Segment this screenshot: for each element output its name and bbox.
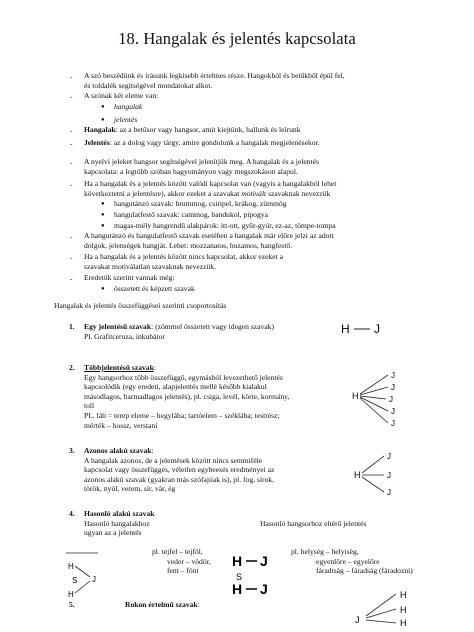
sublist-item: hangutánzó szavak: brummog, csiripel, krákog, zümmög: [114, 199, 287, 208]
diagram-polysemy: [350, 365, 410, 433]
element-hangalak: hangalak: [114, 102, 143, 111]
paragraph: [84, 231, 414, 250]
section-line: A hangalak azonos, de a jelentések között nincs semmiféle: [84, 455, 263, 465]
intro-line: és toldalék segítségével mondatokat alkot.: [84, 80, 213, 90]
paragraph-line: szavaknak nevezzük: [266, 188, 331, 198]
section-line: ugyan az a jelentés: [84, 528, 142, 538]
section-note: : (zömmel összetett vagy idegen szavak): [151, 322, 275, 331]
diagram-link: [362, 477, 384, 492]
diagram-j-label: J: [387, 471, 391, 480]
section-title: Rokon értelmű szavak: [125, 600, 198, 609]
paragraph: [84, 157, 414, 176]
dash-bullet: -: [70, 72, 73, 81]
section-line: azonos alakú szavak (gyakran más szófajúak is), pl. fog, sírok,: [84, 474, 274, 484]
diagram-j-label: J: [92, 575, 96, 584]
element-jelentes: jelentés: [114, 115, 138, 124]
paragraph-line: Eredetük szerint vannak még:: [84, 273, 175, 282]
page-title: 18. Hangalak és jelentés kapcsolata: [118, 29, 356, 48]
sublist-item: hangulatfestő szavak: cammog, bandukol, pipogya: [114, 210, 268, 219]
intro-paragraph: [84, 71, 414, 90]
diagram-j-label: J: [387, 452, 391, 461]
paragraph: [84, 179, 414, 198]
italic-term: motivált: [241, 188, 267, 198]
dot-bullet: ●: [101, 201, 105, 207]
diagram-j-label: J: [391, 407, 395, 416]
dash-bullet: -: [70, 92, 73, 101]
diagram-h-label: H: [68, 590, 74, 599]
section-example: Pl. Grafitceruza, inkubátor: [84, 331, 165, 341]
section-title: Hasonló alakú szavak: [84, 509, 155, 518]
paragraph-line: kapcsolata: a legtöbb szóban hagyományon vagy megszokáson alapul.: [84, 166, 298, 176]
diagram-j-label: J: [355, 615, 360, 625]
paragraph: [84, 252, 414, 271]
diagram-j-label: J: [260, 581, 268, 597]
diagram-similar-left: [62, 547, 110, 603]
dash-bullet: -: [70, 139, 73, 148]
definition-jelentes: [84, 138, 414, 148]
examples-similar-different-meaning: [291, 547, 441, 576]
section-title: Egy jelentésű szavak: [84, 322, 152, 331]
diagram-j-label: J: [374, 322, 380, 336]
dot-bullet: ●: [101, 104, 105, 110]
diagram-similar-center: [230, 550, 278, 600]
section-line: kapcsolat vagy összefüggés, véletlen egybeesés eredményei az: [84, 465, 275, 475]
section-number: 5.: [69, 600, 75, 609]
diagram-h-label: H: [352, 391, 359, 401]
diagram-link: [366, 609, 396, 618]
section-3: [84, 446, 334, 494]
section-line: mérték – hossz, verstani: [84, 420, 158, 430]
diagram-s-label: S: [236, 572, 243, 582]
paragraph-line: következtetni a jelentésre), akkor ezeket a szavakat: [84, 188, 242, 198]
section-line: PL. láb = terep eleme – hegylába; tartóelem – széklába; testrész;: [84, 410, 280, 420]
diagram-h-label: H: [400, 605, 407, 615]
diagram-h-label: H: [232, 581, 243, 597]
paragraph-line: Ha a hangalak és a jelentés között nincs kapcsolat, akkor ezeket a: [84, 252, 284, 261]
sublist-item: összetett és képzett szavak: [114, 284, 195, 293]
definition-hangalak: [84, 125, 414, 135]
example-line: fáradtság – fáradság (fáradozni): [316, 566, 413, 576]
diagram-link: [366, 620, 396, 623]
section-note: :: [151, 446, 154, 455]
section-line: toll: [84, 401, 95, 411]
diagram-homonymy: [352, 448, 402, 500]
section-number: 4.: [69, 509, 75, 518]
example-line: veder – vödör,: [167, 556, 211, 566]
definition-text: : az a betűsor vagy hangsor, amit kiejtünk, hallunk és leírunk: [115, 125, 301, 134]
definition-term: Jelentés: [84, 138, 110, 147]
dot-bullet: ●: [101, 286, 105, 292]
paragraph-line: dolgok, jelenségek hangját. Lehet: mozzanatos, huzamos, hangfestő.: [84, 240, 293, 250]
section-title: Azonos alakú szavak: [84, 446, 152, 455]
diagram-link: [366, 594, 396, 616]
diagram-synonymy: [352, 588, 410, 628]
dot-bullet: ●: [101, 212, 105, 218]
paragraph-line: A nyelvi jeleket hangsor segítségével jelenítjük meg. A hangalak és a jelentés: [84, 157, 319, 166]
paragraph-line: szavakat motiválatlan szavaknak nevezzük.: [84, 261, 216, 271]
section-5: [125, 600, 200, 610]
dash-bullet: -: [70, 158, 73, 167]
diagram-j-label: J: [389, 395, 393, 404]
examples-similar-same-meaning: [152, 547, 242, 576]
dot-bullet: ●: [101, 117, 105, 123]
example-line: egyenlőre – egyelőre: [316, 556, 380, 566]
diagram-link: [360, 398, 388, 423]
diagram-h-label: H: [68, 562, 74, 571]
example-line: pl. helység – helyiség,: [291, 547, 359, 556]
paragraph-line: Ha a hangalak és a jelentés között valódi kapcsolat van (vagyis a hangalakból lehet: [84, 179, 337, 188]
diagram-j-label: J: [391, 383, 395, 392]
dot-bullet: ●: [101, 223, 105, 229]
section-number: 3.: [69, 446, 75, 455]
section-line: török, nyúl, verem, sír, vár, ég: [84, 484, 176, 494]
section-line: Hasonló hangsorhoz eltérő jelentés: [260, 519, 367, 528]
sublist-item: magas-mély hangrendű alakpárok: itt-ott, gyűr-gyúr, ez-az, tömpe-tompa: [114, 221, 336, 230]
diagram-s-label: S: [72, 576, 78, 585]
section-line: Hasonló hangalakhoz: [84, 518, 150, 528]
groups-heading: Hangalak és jelentés összefüggései szerinti csoportosítás: [54, 301, 227, 310]
diagram-h-label: H: [354, 470, 361, 480]
section-title: Többjelentésű szavak: [84, 363, 154, 372]
section-1: [84, 322, 344, 341]
diagram-h-label: H: [400, 618, 407, 628]
dash-bullet: -: [70, 180, 73, 189]
section-line: Egy hangsorhoz több összefüggő, egymásból levezethető jelentés: [84, 372, 283, 382]
diagram-j-label: J: [391, 419, 395, 428]
diagram-j-label: J: [391, 371, 395, 380]
diagram-h-label: H: [232, 553, 243, 569]
section-number: 1.: [69, 322, 75, 331]
dash-bullet: -: [70, 274, 73, 283]
diagram-j-label: J: [387, 488, 391, 497]
intro-line: A szónak két eleme van:: [84, 91, 159, 100]
dash-bullet: -: [70, 253, 73, 262]
paragraph-line: A hangutánzó és hangulatfestő szavak esetében a hangalak már előre jelzi az adott: [84, 231, 334, 240]
section-4: [84, 509, 234, 538]
section-number: 2.: [69, 363, 75, 372]
diagram-j-label: J: [260, 553, 268, 569]
diagram-link: [362, 456, 384, 473]
example-line: pl. tejfel – tejföl,: [152, 547, 203, 556]
section-line: másodlagos, harmadlagos jelentés), pl. csiga, levél, körte, kormány,: [84, 391, 290, 401]
intro-line: A szó beszédünk és írásunk legkisebb értelmes része. Hangokból és betűkből épül fel,: [84, 71, 345, 80]
definition-term: Hangalak: [84, 125, 116, 134]
diagram-h-label: H: [341, 322, 350, 336]
diagram-one-meaning: [340, 318, 390, 340]
section-line: kapcsolódik (egy eredeti, alapjelentés mellé később kialakul: [84, 382, 267, 392]
dash-bullet: -: [70, 126, 73, 135]
section-note: :: [153, 363, 156, 372]
section-2: [84, 363, 334, 430]
dash-bullet: -: [70, 232, 73, 241]
example-line: fent – fönt: [167, 566, 199, 576]
definition-text: : az a dolog vagy tárgy, amire gondolunk a hangalak megjelenésekor.: [109, 138, 320, 147]
section-note: :: [197, 600, 200, 609]
diagram-h-label: H: [400, 590, 407, 600]
